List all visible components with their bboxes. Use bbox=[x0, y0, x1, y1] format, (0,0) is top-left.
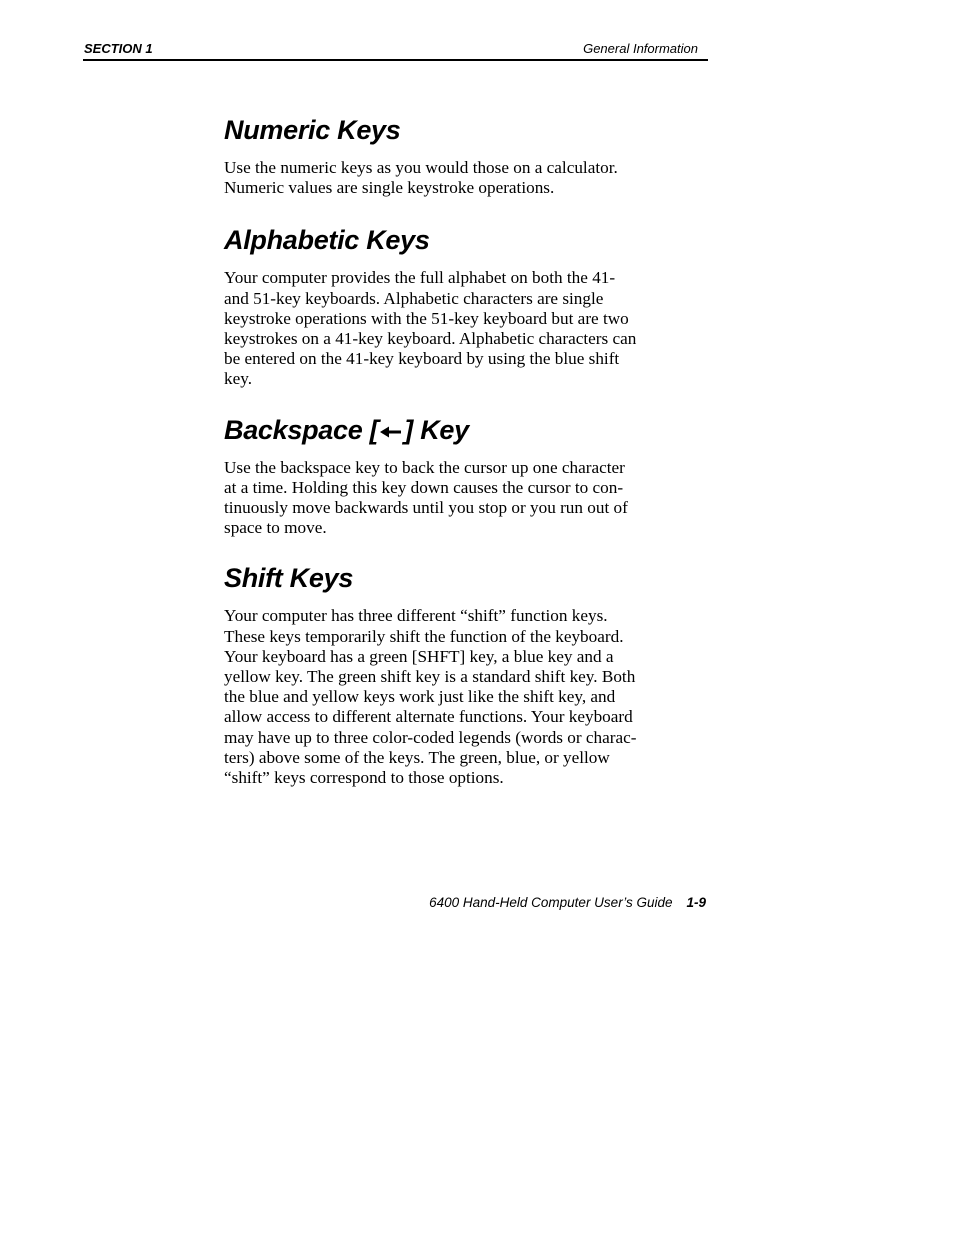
section-paragraph bbox=[224, 268, 714, 389]
section-paragraph bbox=[224, 158, 714, 198]
text-line: These keys temporarily shift the function of the keyboard. bbox=[224, 626, 624, 646]
text-line: Your computer provides the full alphabet on both the 41- bbox=[224, 268, 616, 288]
text-line: key. bbox=[224, 369, 252, 389]
section-paragraph bbox=[224, 458, 714, 539]
text-line: may have up to three color-coded legends (words or charac- bbox=[224, 727, 637, 747]
section-heading: Shift Keys bbox=[224, 563, 354, 594]
text-line: Use the backspace key to back the cursor up one character bbox=[224, 457, 625, 477]
text-line: be entered on the 41-key keyboard by using the blue shift bbox=[224, 349, 620, 369]
running-header bbox=[83, 38, 708, 61]
section-heading: Alphabetic Keys bbox=[224, 225, 430, 256]
running-footer bbox=[224, 895, 706, 910]
text-line: Use the numeric keys as you would those on a calculator. bbox=[224, 158, 618, 177]
heading-text-after: ] Key bbox=[404, 414, 469, 445]
text-line: and 51-key keyboards. Alphabetic characters are single bbox=[224, 288, 604, 308]
text-line: at a time. Holding this key down causes the cursor to con- bbox=[224, 477, 624, 497]
section-paragraph bbox=[224, 606, 714, 788]
heading-text-before: Backspace [ bbox=[224, 414, 379, 445]
page-body bbox=[224, 112, 714, 788]
chapter-label: General Information bbox=[583, 41, 698, 56]
section-numeric-keys bbox=[224, 112, 714, 198]
text-line: ters) above some of the keys. The green, blue, or yellow bbox=[224, 747, 610, 767]
text-line: “shift” keys correspond to those options. bbox=[224, 768, 504, 788]
page-number: 1-9 bbox=[686, 895, 706, 910]
guide-title: 6400 Hand-Held Computer User’s Guide bbox=[429, 895, 673, 910]
section-label: SECTION 1 bbox=[84, 41, 153, 56]
text-line: Your computer has three different “shift” function keys. bbox=[224, 606, 608, 626]
section-backspace-key bbox=[224, 412, 714, 539]
text-line: keystrokes on a 41-key keyboard. Alphabetic characters can bbox=[224, 329, 637, 349]
text-line: allow access to different alternate functions. Your keyboard bbox=[224, 707, 633, 727]
text-line: keystroke operations with the 51-key keyboard but are two bbox=[224, 308, 629, 328]
section-heading: Numeric Keys bbox=[224, 115, 401, 145]
text-line: tinuously move backwards until you stop or you run out of bbox=[224, 498, 628, 518]
text-line: space to move. bbox=[224, 518, 327, 538]
text-line: the blue and yellow keys work just like the shift key, and bbox=[224, 687, 616, 707]
section-heading bbox=[224, 412, 714, 448]
section-shift-keys bbox=[224, 560, 714, 788]
text-line: yellow key. The green shift key is a standard shift key. Both bbox=[224, 667, 636, 687]
text-line: Numeric values are single keystroke operations. bbox=[224, 178, 555, 198]
section-alphabetic-keys bbox=[224, 222, 714, 389]
text-line: Your keyboard has a green [SHFT] key, a blue key and a bbox=[224, 646, 614, 666]
backspace-arrow-icon bbox=[379, 423, 403, 439]
